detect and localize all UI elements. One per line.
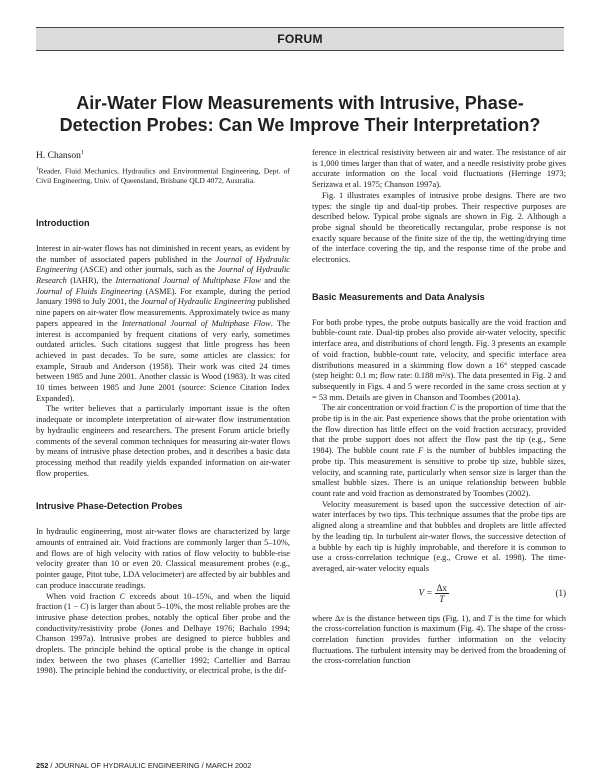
page-number: 252 xyxy=(36,761,49,770)
equation-lhs: V = xyxy=(418,587,433,598)
basic-paragraph-4: where Δx is the distance between tips (Fig. 1), and T is the time for which the cross-correlation function is maximum (Fig. 4). The shape of the cross-correlation function provides further information on the velocity fluctuations. The turbulent intensity may be derived from the broadening of the cross-correlation function xyxy=(312,613,566,666)
probes-paragraph-4: Fig. 1 illustrates examples of intrusive probe designs. There are two types: the single tip and dual-tip probes. Their respective purposes are described below. Typical probe signals are shown in Fig. 2. Although a probe signal should be theoretically rectangular, probe response is not exactly square because of the finite size of the tip, the wetting/drying time of the interface covering the tip, and the response time of the probe and electronics. xyxy=(312,190,566,265)
equation-numerator: Δx xyxy=(436,582,447,593)
probes-heading: Intrusive Phase-Detection Probes xyxy=(36,501,183,512)
section-label: FORUM xyxy=(277,32,323,46)
introduction-heading: Introduction xyxy=(36,217,90,228)
introduction-paragraph-2: The writer believes that a particularly important issue is the often inadequate or incomplete interpretation of air-water flow instrumentation by hydraulic engineers and researchers. The present Forum article briefly comments of the several common techniques for measuring air-water flows by means of intrusive phase detection probes, and it describes a basic data processing method that readily yields expanded information on air-water flow properties. xyxy=(36,404,290,478)
article-title: Air-Water Flow Measurements with Intrusive, Phase-Detection Probes: Can We Improve Their Interpretation? xyxy=(59,93,541,135)
right-column xyxy=(312,148,566,667)
basic-paragraph-1: For both probe types, the probe outputs basically are the void fraction and bubble-count rate. Dual-tip probes also provide air-water velocity, specific interface area, and distributions of chord length. Fig. 3 presents an example of void fraction, bubble-count rate, velocity, and specific interface area distributions measured in a skimming flow down a 16° stepped cascade (step height: 0.1 m; flow rate: 0.188 m²/s). The data presented in Fig. 2 and subsequently in Figs. 4 and 5 were recorded in the same cross section at y = 53 mm. Details are given in Chanson and Toombes (2001a). xyxy=(312,317,566,402)
equation-1 xyxy=(312,583,566,604)
basic-measurements-heading: Basic Measurements and Data Analysis xyxy=(312,291,485,302)
equation-denominator: T xyxy=(439,593,445,604)
probes-paragraph-1: In hydraulic engineering, most air-water flows are characterized by large amounts of entrained air. Void fractions are commonly larger than 5–10%, and flows are of high velocity with ratios of flow velocity to bubble-rise velocity greater than 10 or even 20. Classical measurement probes (e.g., pointer gauge, Pitot tube, LDA velocimeter) are affected by air bubbles and can produce inaccurate readings. xyxy=(36,527,290,590)
equation-number: (1) xyxy=(555,588,566,599)
basic-paragraph-3: Velocity measurement is based upon the successive detection of air-water interfaces by two tips. This technique assumes that the probe tips are aligned along a streamline and that bubbles and droplets are little affected by the leading tip. In turbulent air-water flows, the successive detection of a bubble by each tip is highly improbable, and therefore it is common to use a cross-correlation technique (e.g., Crowe et al. 1998). The time-averaged, air-water velocity equals xyxy=(312,499,566,573)
section-header-bar xyxy=(36,27,564,51)
author xyxy=(36,148,290,162)
affiliation-mark: 1 xyxy=(36,167,39,173)
author-name: H. Chanson xyxy=(36,151,81,162)
probes-paragraph-3: ference in electrical resistivity between air and water. The resistance of air is 1,000 times larger than that of water, and a needle resistivity probe gives accurate information on the local void fluctuations (Herringe 1973; Serizawa et al. 1975; Chanson 1997a). xyxy=(312,148,566,190)
basic-paragraph-2: The air concentration or void fraction C is the proportion of time that the probe tip is in the air. Past experience shows that the probe orientation with the flow direction has little effect on the void fraction accuracy, provided that the probe support does not affect the flow past the tip (e.g., Sene 1984). The bubble count rate F is the number of bubbles impacting the probe tip. This measurement is sensitive to probe tip size, bubble sizes, velocity, and scanning rate, particularly when sensor size is larger than the smallest bubble sizes. There is an unique relationship between bubble count rate and void fraction as demonstrated by Toombes (2002). xyxy=(312,403,567,498)
left-column xyxy=(36,148,290,677)
probes-paragraph-2: When void fraction C exceeds about 10–15%, and when the liquid fraction (1 − C) is larger than about 5–10%, the most reliable probes are the intrusive phase detection probes, notably the optical fiber probe and the conductivity/resistivity probe (Jones and Delhaye 1976; Bachalo 1994; Chanson 1997a). Intrusive probes are designed to pierce bubbles and droplets. The principle behind the optical probe is the change in optical index between the two phases (Cartellier 1992; Cartellier and Barrau 1998). The principle behind the conductivity, or electrical probe, is the dif- xyxy=(36,591,290,676)
affiliation-text: Reader, Fluid Mechanics, Hydraulics and Environmental Engineering, Dept. of Civil Engineering, Univ. of Queensland, Brisbane QLD 4072, Australia. xyxy=(36,166,290,186)
introduction-paragraph-1: Interest in air-water flows has not diminished in recent years, as evident by the number of associated papers published in the Journal of Hydraulic Engineering (ASCE) and other journals, such as the Journal of Hydraulic Research (IAHR), the International Journal of Multiphase Flow and the Journal of Fluids Engineering (ASME). For example, during the period January 1998 to July 2001, the Journal of Hydraulic Engineering published nine papers on air-water flow measurements. Approximately twice as many papers appeared in the International Journal of Multiphase Flow. The interest is accompanied by frequent citations of very early, sometimes outdated articles. Such citations suggest that little progress has been achieved in past decades. To be sure, some articles are classics: for example, Straub and Anderson (1958). Their work was cited 24 times between 1985 and June 2001. Another classic is Wood (1983). It was cited 10 times between 1985 and June 2001 (source: Science Citation Index Expanded). xyxy=(36,243,291,403)
equation-fraction xyxy=(435,583,449,604)
affiliation xyxy=(36,165,290,186)
author-footnote-mark: 1 xyxy=(80,150,84,156)
journal-line: / JOURNAL OF HYDRAULIC ENGINEERING / MARCH 2002 xyxy=(48,761,252,770)
page-footer xyxy=(36,761,251,770)
